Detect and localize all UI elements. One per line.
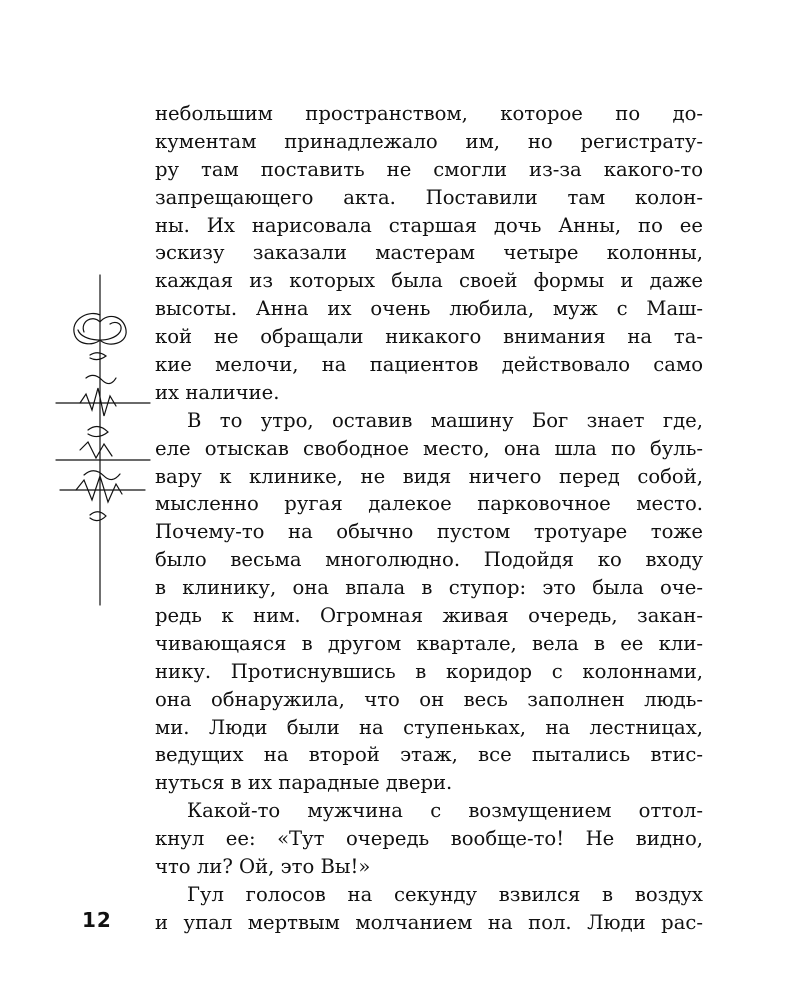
text-line: запрещающего акта. Поставили там колон- xyxy=(155,185,703,209)
text-line: ми. Люди были на ступеньках, на лестницах, xyxy=(155,715,703,739)
text-line: было весьма многолюдно. Подойдя ко входу xyxy=(155,548,703,572)
text-line: она обнаружила, что он весь заполнен людь- xyxy=(155,687,703,711)
text-line: эскизу заказали мастерам четыре колонны, xyxy=(155,241,703,265)
text-line: кнул ее: «Тут очередь вообще-то! Не видно, xyxy=(155,827,703,851)
body-text xyxy=(155,100,703,937)
text-line: в клинику, она впала в ступор: это была оче- xyxy=(155,576,703,600)
text-line: Какой-то мужчина с возмущением оттол- xyxy=(187,799,703,823)
text-line: нику. Протиснувшись в коридор с колоннами, xyxy=(155,659,703,683)
text-line: ру там поставить не смогли из-за какого-то xyxy=(155,157,703,181)
text-line: еле отыскав свободное место, она шла по буль- xyxy=(155,436,703,460)
text-line: ведущих на второй этаж, все пытались втис- xyxy=(155,743,703,767)
text-line: их наличие. xyxy=(155,380,280,404)
text-line: кументам принадлежало им, но регистрату- xyxy=(155,129,703,153)
text-line: ны. Их нарисовала старшая дочь Анны, по ее xyxy=(155,213,703,237)
text-line: мысленно ругая далекое парковочное место. xyxy=(155,492,703,516)
heartbeat-heart-ornament-icon xyxy=(50,270,160,610)
text-line: редь к ним. Огромная живая очередь, закан- xyxy=(155,604,703,628)
text-line: кой не обращали никакого внимания на та- xyxy=(155,325,703,349)
page-number: 12 xyxy=(82,908,112,932)
text-line: кие мелочи, на пациентов действовало само xyxy=(155,353,703,377)
text-line: небольшим пространством, которое по до- xyxy=(155,102,703,125)
text-line: нуться в их парадные двери. xyxy=(155,771,453,795)
text-line: высоты. Анна их очень любила, муж с Маш- xyxy=(155,297,703,321)
text-line: В то утро, оставив машину Бог знает где, xyxy=(187,408,703,432)
text-line: что ли? Ой, это Вы!» xyxy=(155,855,371,879)
text-line: каждая из которых была своей формы и даже xyxy=(155,269,703,293)
text-line: и упал мертвым молчанием на пол. Люди рас- xyxy=(155,910,703,934)
text-line: вару к клинике, не видя ничего перед собой, xyxy=(155,464,703,488)
text-line: чивающаяся в другом квартале, вела в ее кли- xyxy=(155,631,703,655)
text-line: Почему-то на обычно пустом тротуаре тоже xyxy=(155,520,703,544)
text-line: Гул голосов на секунду взвился в воздух xyxy=(187,882,703,906)
